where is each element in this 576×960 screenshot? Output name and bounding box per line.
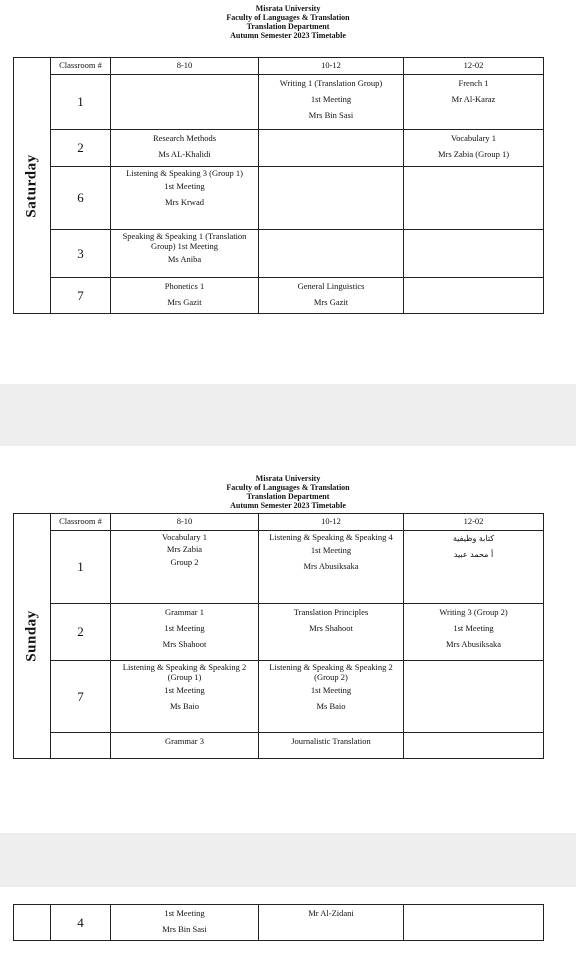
class-cell: Vocabulary 1 Mrs Zabia (Group 1) — [404, 130, 544, 167]
classroom-number: 2 — [51, 130, 111, 167]
class-cell — [259, 130, 404, 167]
slot-header-8-10: 8-10 — [111, 58, 259, 75]
classroom-number: 6 — [51, 167, 111, 230]
page-gap — [0, 384, 576, 446]
class-cell: Listening & Speaking & Speaking 2 (Group 1) 1st Meeting Ms Baio — [111, 661, 259, 733]
faculty-name: Faculty of Languages & Translation — [226, 13, 350, 22]
class-cell — [404, 278, 544, 314]
semester-title: Autumn Semester 2023 Timetable — [230, 31, 346, 40]
class-cell — [259, 230, 404, 278]
class-cell: Vocabulary 1 Mrs Zabia Group 2 — [111, 531, 259, 604]
class-cell: Grammar 3 — [111, 733, 259, 759]
classroom-header: Classroom # — [51, 514, 111, 531]
university-name: Misrata University — [255, 4, 321, 13]
faculty-name: Faculty of Languages & Translation — [226, 483, 350, 492]
classroom-number: 4 — [51, 905, 111, 941]
class-cell: Writing 3 (Group 2) 1st Meeting Mrs Abusiksaka — [404, 604, 544, 661]
class-cell: French 1 Mr Al-Karaz — [404, 75, 544, 130]
class-cell: 1st Meeting Mrs Bin Sasi — [111, 905, 259, 941]
class-cell: Listening & Speaking 3 (Group 1) 1st Meeting Mrs Krwad — [111, 167, 259, 230]
day-label-saturday: Saturday — [14, 58, 51, 314]
continuation-timetable — [13, 904, 544, 941]
classroom-header: Classroom # — [51, 58, 111, 75]
table-row — [14, 130, 544, 167]
table-row — [14, 230, 544, 278]
class-cell — [404, 733, 544, 759]
table-row — [14, 278, 544, 314]
table-row — [14, 75, 544, 130]
class-cell: Speaking & Speaking 1 (Translation Group) 1st Meeting Ms Aniba — [111, 230, 259, 278]
sunday-timetable — [13, 513, 544, 759]
classroom-number: 3 — [51, 230, 111, 278]
classroom-number: 1 — [51, 531, 111, 604]
slot-header-12-02: 12-02 — [404, 58, 544, 75]
class-cell — [111, 75, 259, 130]
day-label-sunday: Sunday — [14, 514, 51, 759]
class-cell — [404, 167, 544, 230]
class-cell — [404, 661, 544, 733]
slot-header-12-02: 12-02 — [404, 514, 544, 531]
university-name: Misrata University — [255, 474, 321, 483]
page-gap — [0, 833, 576, 887]
classroom-number — [51, 733, 111, 759]
class-cell: Mr Al-Zidani — [259, 905, 404, 941]
department-name: Translation Department — [246, 492, 330, 501]
table-row — [14, 661, 544, 733]
table-row — [14, 604, 544, 661]
class-cell: Writing 1 (Translation Group) 1st Meeting Mrs Bin Sasi — [259, 75, 404, 130]
timetable-header-sunday — [0, 474, 576, 510]
class-cell: كتابة وظيفية أ محمد عبيد — [404, 531, 544, 604]
class-cell: Phonetics 1 Mrs Gazit — [111, 278, 259, 314]
class-cell: Research Methods Ms AL-Khalidi — [111, 130, 259, 167]
class-cell: Listening & Speaking & Speaking 4 1st Meeting Mrs Abusiksaka — [259, 531, 404, 604]
class-cell: Translation Principles Mrs Shahoot — [259, 604, 404, 661]
slot-header-8-10: 8-10 — [111, 514, 259, 531]
table-row — [14, 905, 544, 941]
slot-header-10-12: 10-12 — [259, 514, 404, 531]
class-cell — [404, 230, 544, 278]
class-cell: Journalistic Translation — [259, 733, 404, 759]
classroom-number: 2 — [51, 604, 111, 661]
table-row — [14, 531, 544, 604]
class-cell: Listening & Speaking & Speaking 2 (Group 2) 1st Meeting Ms Baio — [259, 661, 404, 733]
day-label-cell — [14, 905, 51, 941]
class-cell: Grammar 1 1st Meeting Mrs Shahoot — [111, 604, 259, 661]
classroom-number: 1 — [51, 75, 111, 130]
semester-title: Autumn Semester 2023 Timetable — [230, 501, 346, 510]
department-name: Translation Department — [246, 22, 330, 31]
saturday-timetable — [13, 57, 544, 314]
slot-header-10-12: 10-12 — [259, 58, 404, 75]
class-cell: General Linguistics Mrs Gazit — [259, 278, 404, 314]
class-cell — [404, 905, 544, 941]
table-row — [14, 167, 544, 230]
class-cell — [259, 167, 404, 230]
classroom-number: 7 — [51, 278, 111, 314]
table-row — [14, 733, 544, 759]
classroom-number: 7 — [51, 661, 111, 733]
timetable-header-saturday — [0, 4, 576, 40]
